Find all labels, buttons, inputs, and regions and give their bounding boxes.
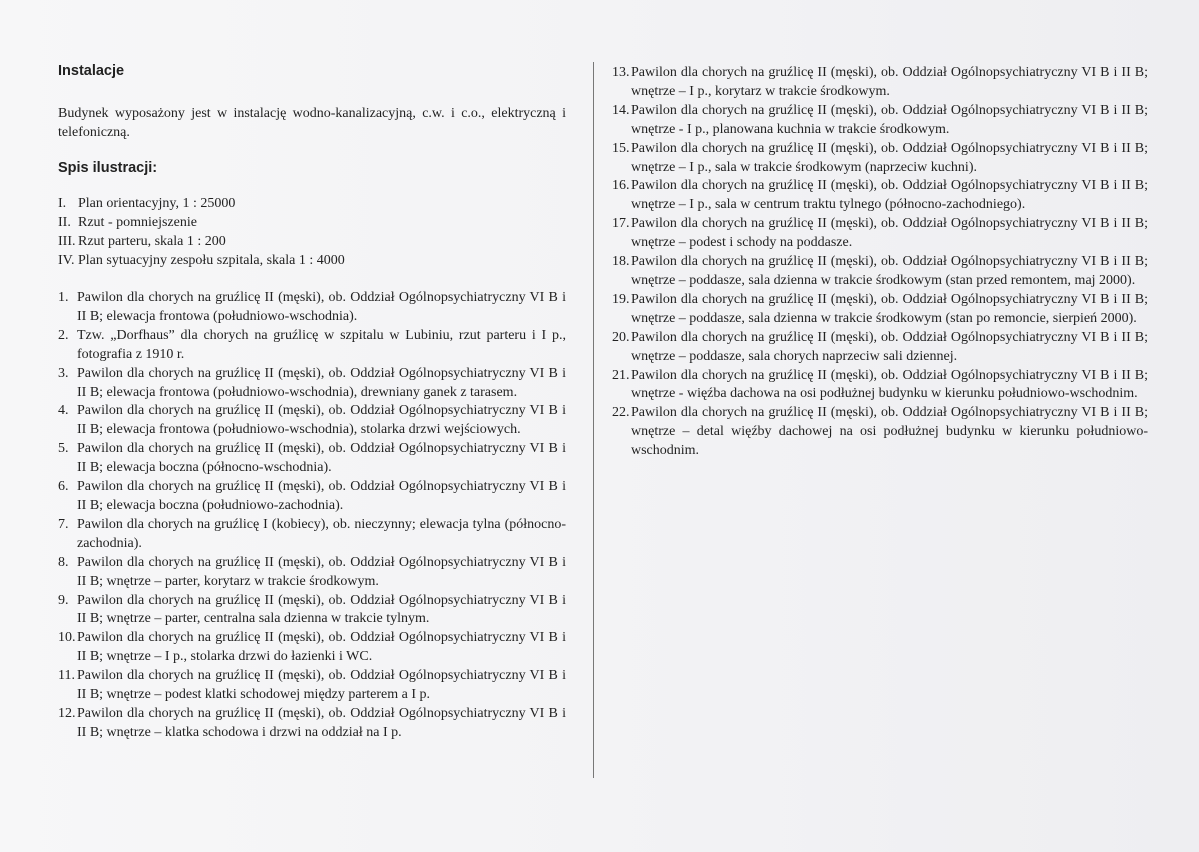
list-item: 22. Pawilon dla chorych na gruźlicę II (męski), ob. Oddział Ogólnopsychiatryczny VI B i II B; wnętrze – detal więźby dachowej na osi podłużnej budynku w kierunku południowo-wschodnim.	[612, 405, 1148, 459]
list-item: 14. Pawilon dla chorych na gruźlicę II (męski), ob. Oddział Ogólnopsychiatryczny VI B i II B; wnętrze - I p., planowana kuchnia w trakcie środkowym.	[612, 102, 1148, 137]
list-item: 11. Pawilon dla chorych na gruźlicę II (męski), ob. Oddział Ogólnopsychiatryczny VI B i II B; wnętrze – podest klatki schodowej między parterem a I p.	[58, 668, 566, 703]
installations-paragraph: Budynek wyposażony jest w instalację wodno-kanalizacyjną, c.w. i c.o., elektryczną i telefoniczną.	[58, 106, 566, 140]
list-item: 15. Pawilon dla chorych na gruźlicę II (męski), ob. Oddział Ogólnopsychiatryczny VI B i II B; wnętrze – I p., sala w trakcie środkowym (naprzeciw kuchni).	[612, 140, 1148, 175]
list-item: 9. Pawilon dla chorych na gruźlicę II (męski), ob. Oddział Ogólnopsychiatryczny VI B i II B; wnętrze – parter, centralna sala dzienna w trakcie tylnym.	[58, 592, 566, 627]
list-item: III. Rzut parteru, skala 1 : 200	[58, 234, 226, 249]
list-item: 20. Pawilon dla chorych na gruźlicę II (męski), ob. Oddział Ogólnopsychiatryczny VI B i II B; wnętrze – poddasze, sala chorych naprzeciw sali dziennej.	[612, 329, 1148, 364]
list-item: 21. Pawilon dla chorych na gruźlicę II (męski), ob. Oddział Ogólnopsychiatryczny VI B i II B; wnętrze - więźba dachowa na osi podłużnej budynku w kierunku południowo-wschodnim.	[612, 367, 1148, 402]
list-item: 16. Pawilon dla chorych na gruźlicę II (męski), ob. Oddział Ogólnopsychiatryczny VI B i II B; wnętrze – I p., sala w centrum traktu tylnego (północno-zachodniego).	[612, 178, 1148, 213]
roman-list	[58, 194, 566, 270]
list-item: 5. Pawilon dla chorych na gruźlicę II (męski), ob. Oddział Ogólnopsychiatryczny VI B i II B; elewacja boczna (północno-wschodnia).	[58, 441, 566, 476]
list-item: 17. Pawilon dla chorych na gruźlicę II (męski), ob. Oddział Ogólnopsychiatryczny VI B i II B; wnętrze – podest i schody na poddasze.	[612, 216, 1148, 251]
list-item: I. Plan orientacyjny, 1 : 25000	[58, 196, 236, 211]
list-item: 2. Tzw. „Dorfhaus” dla chorych na gruźlicę w szpitalu w Lubiniu, rzut parteru i I p., fotografia z 1910 r.	[58, 327, 566, 362]
list-item: 4. Pawilon dla chorych na gruźlicę II (męski), ob. Oddział Ogólnopsychiatryczny VI B i II B; elewacja frontowa (południowo-wschodnia), stolarka drzwi wejściowych.	[58, 403, 566, 438]
list-item: 19. Pawilon dla chorych na gruźlicę II (męski), ob. Oddział Ogólnopsychiatryczny VI B i II B; wnętrze – poddasze, sala dzienna w trakcie środkowym (stan po remoncie, sierpień 2000).	[612, 291, 1148, 326]
list-item: II. Rzut - pomniejszenie	[58, 215, 197, 230]
list-item: 12. Pawilon dla chorych na gruźlicę II (męski), ob. Oddział Ogólnopsychiatryczny VI B i II B; wnętrze – klatka schodowa i drzwi na oddział na I p.	[58, 705, 566, 740]
list-item: IV. Plan sytuacyjny zespołu szpitala, skala 1 : 4000	[58, 253, 345, 268]
illustration-list-left	[58, 289, 566, 743]
list-item: 13. Pawilon dla chorych na gruźlicę II (męski), ob. Oddział Ogólnopsychiatryczny VI B i II B; wnętrze – I p., korytarz w trakcie środkowym.	[612, 65, 1148, 99]
installations-heading: Instalacje	[58, 63, 125, 79]
list-item: 6. Pawilon dla chorych na gruźlicę II (męski), ob. Oddział Ogólnopsychiatryczny VI B i II B; elewacja boczna (południowo-zachodnia).	[58, 479, 566, 513]
right-column	[612, 64, 1148, 461]
illustrations-heading: Spis ilustracji:	[58, 160, 158, 176]
illustration-list-right	[612, 64, 1148, 461]
list-item: 3. Pawilon dla chorych na gruźlicę II (męski), ob. Oddział Ogólnopsychiatryczny VI B i II B; elewacja frontowa (południowo-wschodnia), drewniany ganek z tarasem.	[58, 365, 566, 400]
list-item: 7. Pawilon dla chorych na gruźlicę I (kobiecy), ob. nieczynny; elewacja tylna (północno-zachodnia).	[58, 516, 566, 551]
column-divider	[593, 62, 594, 778]
list-item: 10. Pawilon dla chorych na gruźlicę II (męski), ob. Oddział Ogólnopsychiatryczny VI B i II B; wnętrze – I p., stolarka drzwi do łazienki i WC.	[58, 630, 566, 665]
list-item: 1. Pawilon dla chorych na gruźlicę II (męski), ob. Oddział Ogólnopsychiatryczny VI B i II B; elewacja frontowa (południowo-wschodnia).	[58, 290, 566, 324]
list-item: 8. Pawilon dla chorych na gruźlicę II (męski), ob. Oddział Ogólnopsychiatryczny VI B i II B; wnętrze – parter, korytarz w trakcie środkowym.	[58, 554, 566, 589]
list-item: 18. Pawilon dla chorych na gruźlicę II (męski), ob. Oddział Ogólnopsychiatryczny VI B i II B; wnętrze – poddasze, sala dzienna w trakcie środkowym (stan przed remontem, maj 2000).	[612, 254, 1148, 288]
